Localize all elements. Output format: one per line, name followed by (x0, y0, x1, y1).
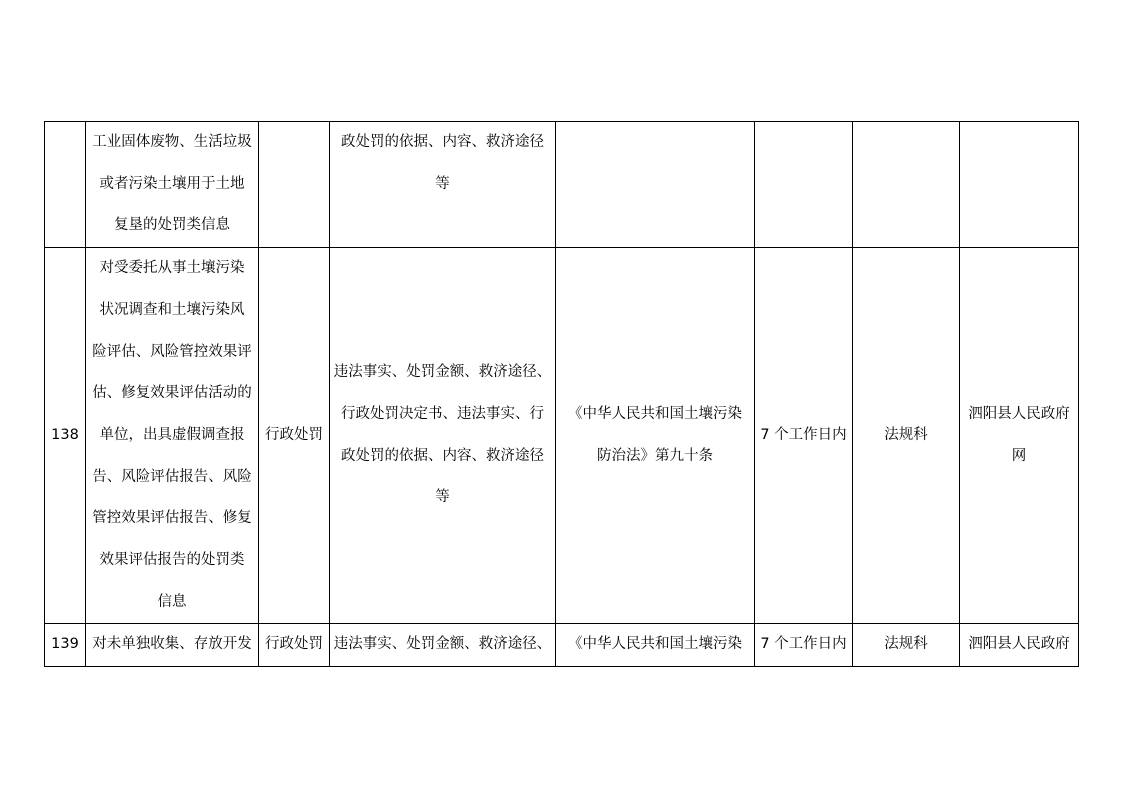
channel-line: 泗阳县人民政府 (968, 406, 1070, 423)
item-line: 对受委托从事土壤污染 (99, 260, 245, 277)
item-line: 险评估、风险管控效果评 (92, 343, 252, 360)
row-number (45, 122, 86, 248)
basis-cell (556, 248, 755, 624)
period-cell: 7 个工作日内 (755, 624, 853, 667)
department-cell: 法规科 (853, 624, 960, 667)
period-cell (755, 122, 853, 248)
item-line: 或者污染土壤用于土地 (99, 175, 245, 192)
item-line: 估、修复效果评估活动的 (92, 385, 252, 402)
basis-line: 《中华人民共和国土壤污染 (568, 406, 742, 423)
department-cell: 法规科 (853, 248, 960, 624)
category-cell: 行政处罚 (259, 624, 330, 667)
content-line: 违法事实、处罚金额、救济途径、 (333, 636, 552, 653)
content-cell (330, 624, 556, 667)
row-number: 139 (45, 624, 86, 667)
item-line: 复垦的处罚类信息 (114, 217, 230, 234)
basis-cell (556, 624, 755, 667)
content-cell (330, 122, 556, 248)
department-cell (853, 122, 960, 248)
content-line: 等 (435, 489, 450, 506)
channel-line: 网 (1011, 447, 1027, 464)
item-cell (86, 122, 259, 248)
item-line: 管控效果评估报告、修复 (92, 510, 252, 527)
category-cell (259, 122, 330, 248)
channel-line: 泗阳县人民政府 (968, 636, 1070, 653)
item-cell (86, 248, 259, 624)
item-line: 状况调查和土壤污染风 (99, 301, 245, 318)
disclosure-table (44, 121, 1079, 667)
basis-line: 《中华人民共和国土壤污染 (568, 636, 742, 653)
content-line: 行政处罚决定书、违法事实、行 (341, 406, 544, 423)
row-number: 138 (45, 248, 86, 624)
period-cell: 7 个工作日内 (755, 248, 853, 624)
content-line: 违法事实、处罚金额、救济途径、 (333, 364, 552, 381)
basis-cell (556, 122, 755, 248)
item-line: 单位，出具虚假调查报 (99, 426, 245, 443)
item-line: 效果评估报告的处罚类 (99, 552, 245, 569)
table-row (45, 122, 1079, 248)
content-cell (330, 248, 556, 624)
channel-cell (960, 624, 1079, 667)
item-line: 对未单独收集、存放开发 (92, 636, 252, 653)
item-line: 工业固体废物、生活垃圾 (92, 134, 252, 150)
content-line: 政处罚的依据、内容、救济途径 (341, 447, 544, 464)
basis-line: 防治法》第九十条 (597, 447, 713, 464)
item-cell (86, 624, 259, 667)
channel-cell (960, 122, 1079, 248)
content-line: 等 (435, 175, 450, 192)
item-line: 信息 (157, 593, 187, 610)
category-cell: 行政处罚 (259, 248, 330, 624)
table-row (45, 624, 1079, 667)
content-line: 政处罚的依据、内容、救济途径 (341, 134, 544, 150)
channel-cell (960, 248, 1079, 624)
table-row (45, 248, 1079, 624)
item-line: 告、风险评估报告、风险 (92, 468, 252, 485)
